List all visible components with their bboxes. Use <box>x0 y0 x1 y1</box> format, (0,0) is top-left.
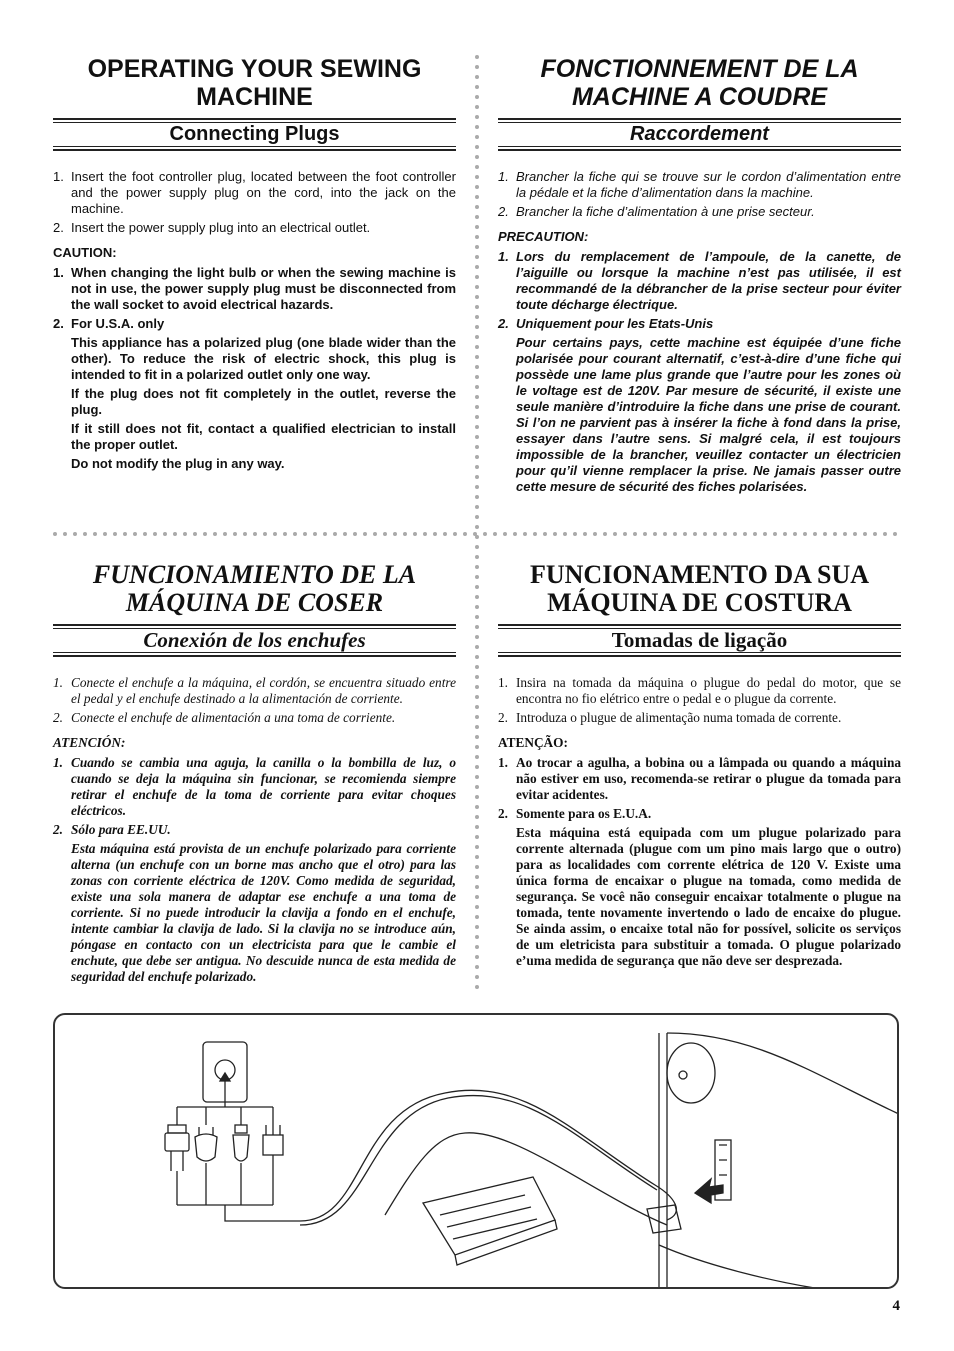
divider-dot <box>475 925 479 929</box>
divider-dot <box>893 532 897 536</box>
divider-dot <box>223 532 227 536</box>
item-text: Lors du remplacement de l’ampoule, de la canette, de l’aiguille ou lorsque la machine n’est pas utilisée, il est recommandé de la débrancher de la prise secteur pour éviter toute décharge électrique. <box>516 249 901 312</box>
divider-dot <box>463 532 467 536</box>
list-item <box>498 169 901 201</box>
divider-dot <box>475 895 479 899</box>
divider-dot <box>475 595 479 599</box>
steps-list <box>498 169 901 220</box>
divider-dot <box>475 285 479 289</box>
caution-list <box>498 249 901 332</box>
item-number: 2. <box>53 316 64 331</box>
list-item <box>53 755 456 819</box>
steps-list <box>53 675 456 726</box>
list-item <box>498 204 901 220</box>
divider-dot <box>103 532 107 536</box>
section-subtitle: Connecting Plugs <box>169 123 340 145</box>
divider-dot <box>803 532 807 536</box>
item-number: 2. <box>498 710 508 725</box>
divider-dot <box>475 565 479 569</box>
divider-dot <box>863 532 867 536</box>
divider-dot <box>475 645 479 649</box>
section-title: FUNCIONAMENTO DA SUA MÁQUINA DE COSTURA <box>530 560 869 617</box>
divider-dot <box>475 405 479 409</box>
divider-dot <box>53 532 57 536</box>
divider-dot <box>475 115 479 119</box>
divider-dot <box>475 815 479 819</box>
divider-dot <box>373 532 377 536</box>
divider-dot <box>475 495 479 499</box>
divider-dot <box>475 585 479 589</box>
item-text: Uniquement pour les Etats-Unis <box>516 316 714 331</box>
plug-type-b-icon <box>195 1127 217 1193</box>
divider-dot <box>123 532 127 536</box>
divider-dot <box>475 835 479 839</box>
divider-dot <box>763 532 767 536</box>
divider-dot <box>475 95 479 99</box>
divider-dot <box>603 532 607 536</box>
divider-dot <box>475 135 479 139</box>
divider-dot <box>213 532 217 536</box>
divider-dot <box>475 455 479 459</box>
divider-dot <box>475 425 479 429</box>
horizontal-divider <box>53 531 900 537</box>
list-item <box>53 675 456 707</box>
divider-dot <box>193 532 197 536</box>
divider-dot <box>503 532 507 536</box>
section-spanish <box>53 561 456 985</box>
divider-dot <box>573 532 577 536</box>
section-title: FONCTIONNEMENT DE LA MACHINE A COUDRE <box>540 55 859 111</box>
divider-dot <box>93 532 97 536</box>
caution-list <box>53 265 456 332</box>
divider-dot <box>475 235 479 239</box>
divider-dot <box>475 185 479 189</box>
divider-dot <box>475 525 479 529</box>
divider-dot <box>475 175 479 179</box>
divider-dot <box>333 532 337 536</box>
divider-dot <box>873 532 877 536</box>
item-number: 2. <box>498 806 508 821</box>
divider-dot <box>183 532 187 536</box>
divider-dot <box>693 532 697 536</box>
divider-dot <box>475 705 479 709</box>
caution-paragraph: This appliance has a polarized plug (one blade wider than the other). To reduce the risk of electric shock, this plug is intended to fit in a polarized outlet only one way. <box>71 335 456 382</box>
divider-dot <box>643 532 647 536</box>
divider-dot <box>475 385 479 389</box>
list-item <box>498 806 901 822</box>
divider-dot <box>563 532 567 536</box>
section-title: FUNCIONAMIENTO DE LA MÁQUINA DE COSER <box>92 560 417 617</box>
caution-paragraph: If it still does not fit, contact a qualified electrician to install the proper outlet. <box>71 421 456 452</box>
item-text: Insert the foot controller plug, located between the foot controller and the power supply plug on the cord, into the jack on the machine. <box>71 169 456 216</box>
divider-dot <box>303 532 307 536</box>
divider-dot <box>475 505 479 509</box>
section-body <box>498 169 901 495</box>
divider-dot <box>475 965 479 969</box>
divider-dot <box>475 545 479 549</box>
divider-dot <box>713 532 717 536</box>
divider-dot <box>843 532 847 536</box>
caution-paragraph: Do not modify the plug in any way. <box>71 456 285 471</box>
section-subtitle: Tomadas de ligação <box>611 628 788 652</box>
divider-dot <box>353 532 357 536</box>
divider-dot <box>475 625 479 629</box>
divider-dot <box>475 365 479 369</box>
divider-dot <box>273 532 277 536</box>
divider-dot <box>793 532 797 536</box>
section-subtitle: Conexión de los enchufes <box>143 628 366 652</box>
list-item <box>498 710 901 726</box>
item-text: Cuando se cambia una aguja, la canilla o la bombilla de luz, o cuando se deja la máquina sin funcionar, se recomienda siempre retirar el enchufe de la toma de corriente para evitar choques eléctricos. <box>71 755 456 818</box>
caution-title: CAUTION: <box>53 245 117 260</box>
divider-dot <box>475 985 479 989</box>
divider-dot <box>475 305 479 309</box>
divider-dot <box>833 532 837 536</box>
divider-dot <box>475 635 479 639</box>
divider-dot <box>475 955 479 959</box>
divider-dot <box>703 532 707 536</box>
divider-dot <box>253 532 257 536</box>
item-number: 2. <box>53 822 63 837</box>
divider-dot <box>475 935 479 939</box>
item-number: 1. <box>498 249 509 264</box>
divider-dot <box>883 532 887 536</box>
divider-dot <box>475 105 479 109</box>
divider-dot <box>413 532 417 536</box>
divider-dot <box>173 532 177 536</box>
divider-dot <box>475 315 479 319</box>
divider-dot <box>475 145 479 149</box>
list-item <box>498 675 901 707</box>
item-number: 1. <box>53 169 64 184</box>
divider-dot <box>475 605 479 609</box>
divider-dot <box>113 532 117 536</box>
list-item <box>53 220 456 236</box>
plug-type-d-icon <box>263 1125 283 1193</box>
subtitle-bar <box>498 624 901 657</box>
steps-list <box>498 675 901 726</box>
caution-paragraph: Esta máquina está provista de un enchufe polarizado para corriente alterna (un enchufe con un borne mas ancho que el otro) para las zonas con corriente eléctrica de 120V. Como medida de seguridad, existe una sola manera de adaptar ese enchufe a una toma de corriente. Si no puede introducir la clavija a fondo en el enchufe, intente cambiar la clavija de lado. Si la clavija no se introduce aún, póngase en contacto con un electricista para que le cambie el enchute, que debe ser antigua. No descuide nunca de esta medida de seguridad del enchufe polarizado. <box>71 841 456 984</box>
divider-dot <box>583 532 587 536</box>
section-english <box>53 55 456 472</box>
item-text: Somente para os E.U.A. <box>516 806 652 821</box>
divider-dot <box>143 532 147 536</box>
divider-dot <box>73 532 77 536</box>
divider-dot <box>263 532 267 536</box>
caution-paragraph: Pour certains pays, cette machine est équipée d’une fiche polarisée pour courant alternatif, c’est-à-dire d’une fiche qui possède une lame plus grande que l’autre pour les zones où le voltage est de 120V. Par mesure de sécurité, il existe une seule manière d’introduire la fiche dans une prise de courant. Si l’on ne parvient pas à insérer la fiche à fond dans la prise, essayer dans l’autre sens. Si malgré cela, il est toujours impossible de la brancher, veuillez contacter un électricien pour qu’il vienne remplacer la prise. Ne jamais passer outre cette mesure de sécurité des fiches polarisées. <box>516 335 901 494</box>
divider-dot <box>293 532 297 536</box>
divider-dot <box>283 532 287 536</box>
item-text: Brancher la fiche d’alimentation à une prise secteur. <box>516 204 815 219</box>
divider-dot <box>475 225 479 229</box>
caution-title: ATENÇÃO: <box>498 735 568 750</box>
item-number: 1. <box>498 169 509 184</box>
divider-dot <box>653 532 657 536</box>
divider-dot <box>475 845 479 849</box>
divider-dot <box>313 532 317 536</box>
divider-dot <box>153 532 157 536</box>
divider-dot <box>475 885 479 889</box>
list-item <box>498 249 901 313</box>
item-number: 2. <box>53 710 63 725</box>
caution-paragraph: If the plug does not fit completely in the outlet, reverse the plug. <box>71 386 456 417</box>
divider-dot <box>475 165 479 169</box>
divider-dot <box>723 532 727 536</box>
list-item <box>498 316 901 332</box>
divider-dot <box>475 715 479 719</box>
divider-dot <box>673 532 677 536</box>
list-item <box>53 265 456 313</box>
caution-title: ATENCIÓN: <box>53 735 126 750</box>
item-text: Insert the power supply plug into an electrical outlet. <box>71 220 371 235</box>
divider-dot <box>475 555 479 559</box>
connection-diagram <box>55 1015 899 1289</box>
divider-dot <box>475 195 479 199</box>
divider-dot <box>475 945 479 949</box>
divider-dot <box>475 785 479 789</box>
divider-dot <box>63 532 67 536</box>
divider-dot <box>523 532 527 536</box>
item-text: Sólo para EE.UU. <box>71 822 171 837</box>
divider-dot <box>475 55 479 59</box>
divider-dot <box>533 532 537 536</box>
divider-dot <box>343 532 347 536</box>
section-body <box>498 675 901 969</box>
divider-dot <box>475 345 479 349</box>
item-text: Insira na tomada da máquina o plugue do pedal do motor, que se encontra no fio elétrico entre o pedal e o plugue da corrente. <box>516 675 901 706</box>
section-subtitle: Raccordement <box>630 123 769 145</box>
divider-dot <box>663 532 667 536</box>
divider-dot <box>475 275 479 279</box>
divider-dot <box>475 475 479 479</box>
divider-dot <box>823 532 827 536</box>
divider-dot <box>383 532 387 536</box>
divider-dot <box>475 415 479 419</box>
divider-dot <box>733 532 737 536</box>
page-number: 4 <box>892 1298 900 1314</box>
divider-dot <box>233 532 237 536</box>
divider-dot <box>613 532 617 536</box>
divider-dot <box>473 532 477 536</box>
divider-dot <box>423 532 427 536</box>
divider-dot <box>773 532 777 536</box>
divider-dot <box>475 245 479 249</box>
subtitle-bar <box>53 624 456 657</box>
divider-dot <box>475 675 479 679</box>
subtitle-bar <box>498 118 901 151</box>
item-number: 1. <box>53 265 64 280</box>
divider-dot <box>475 435 479 439</box>
item-text: For U.S.A. only <box>71 316 165 331</box>
divider-dot <box>813 532 817 536</box>
item-number: 1. <box>498 675 508 690</box>
divider-dot <box>475 975 479 979</box>
divider-dot <box>403 532 407 536</box>
caution-paragraph: Esta máquina está equipada com um plugue polarizado para corrente alternada (plugue com um pino mais largo que o outro) para as localidades com corrente elétrica de 120 V. Existe uma única forma de encaixar o plugue na tomada, como medida de segurança. Se você não conseguir encaixar totalmente o plugue na tomada, tente novamente invertendo o lado de encaixe do plugue. Se ainda assim, o encaixe total não for possível, solicite os serviços de um eletricista para substituir a tomada. O plugue polarizado e’uma medida de segurança que não deve ser desprezada. <box>516 825 901 968</box>
divider-dot <box>163 532 167 536</box>
divider-dot <box>475 695 479 699</box>
caution-list <box>498 755 901 822</box>
divider-dot <box>493 532 497 536</box>
divider-dot <box>475 735 479 739</box>
item-text: Ao trocar a agulha, a bobina ou a lâmpada ou quando a máquina não estiver em uso, recomenda-se retirar o plugue da tomada para evitar acidentes. <box>516 755 901 802</box>
divider-dot <box>475 575 479 579</box>
divider-dot <box>475 325 479 329</box>
item-text: Brancher la fiche qui se trouve sur le cordon d’alimentation entre la pédale et la fiche d’alimentation dans la machine. <box>516 169 901 200</box>
divider-dot <box>475 215 479 219</box>
divider-dot <box>475 155 479 159</box>
divider-dot <box>475 375 479 379</box>
divider-dot <box>475 825 479 829</box>
divider-dot <box>475 355 479 359</box>
divider-dot <box>853 532 857 536</box>
divider-dot <box>475 295 479 299</box>
divider-dot <box>133 532 137 536</box>
item-number: 1. <box>53 755 63 770</box>
divider-dot <box>475 445 479 449</box>
divider-dot <box>783 532 787 536</box>
divider-dot <box>553 532 557 536</box>
item-text: Conecte el enchufe a la máquina, el cordón, se encuentra situado entre el pedal y el enchufe destinado a la alimentación de corriente. <box>71 675 456 706</box>
divider-dot <box>475 665 479 669</box>
section-portuguese <box>498 561 901 969</box>
divider-dot <box>393 532 397 536</box>
list-item <box>53 316 456 332</box>
divider-dot <box>475 515 479 519</box>
divider-dot <box>443 532 447 536</box>
divider-dot <box>475 915 479 919</box>
sewing-machine-icon <box>647 1033 899 1289</box>
divider-dot <box>623 532 627 536</box>
list-item <box>53 710 456 726</box>
divider-dot <box>475 905 479 909</box>
item-text: Conecte el enchufe de alimentación a una toma de corriente. <box>71 710 396 725</box>
steps-list <box>53 169 456 236</box>
divider-dot <box>543 532 547 536</box>
divider-dot <box>475 765 479 769</box>
divider-dot <box>475 85 479 89</box>
divider-dot <box>475 805 479 809</box>
divider-dot <box>475 725 479 729</box>
divider-dot <box>753 532 757 536</box>
plug-connection-illustration <box>53 1013 899 1289</box>
item-number: 1. <box>498 755 508 770</box>
divider-dot <box>203 532 207 536</box>
divider-dot <box>475 745 479 749</box>
divider-dot <box>475 655 479 659</box>
item-number: 1. <box>53 675 63 690</box>
item-text: When changing the light bulb or when the sewing machine is not in use, the power supply plug must be disconnected from the wall socket to avoid electrical hazards. <box>71 265 456 312</box>
vertical-divider <box>474 55 480 990</box>
section-french <box>498 55 901 495</box>
divider-dot <box>513 532 517 536</box>
foot-controller-icon <box>423 1177 557 1265</box>
divider-dot <box>633 532 637 536</box>
divider-dot <box>683 532 687 536</box>
divider-dot <box>475 865 479 869</box>
divider-dot <box>83 532 87 536</box>
divider-dot <box>323 532 327 536</box>
divider-dot <box>475 205 479 209</box>
subtitle-bar <box>53 118 456 151</box>
list-item <box>53 822 456 838</box>
item-number: 2. <box>498 204 509 219</box>
item-number: 2. <box>53 220 64 235</box>
divider-dot <box>475 75 479 79</box>
divider-dot <box>475 125 479 129</box>
plug-type-c-icon <box>233 1125 249 1193</box>
divider-dot <box>475 755 479 759</box>
divider-dot <box>475 65 479 69</box>
divider-dot <box>475 855 479 859</box>
divider-dot <box>475 485 479 489</box>
divider-dot <box>483 532 487 536</box>
item-text: Introduza o plugue de alimentação numa tomada de corrente. <box>516 710 842 725</box>
divider-dot <box>475 795 479 799</box>
divider-dot <box>475 395 479 399</box>
divider-dot <box>475 255 479 259</box>
caution-list <box>53 755 456 838</box>
divider-dot <box>475 875 479 879</box>
caution-title: PRECAUTION: <box>498 229 589 244</box>
divider-dot <box>433 532 437 536</box>
item-number: 2. <box>498 316 509 331</box>
section-title: OPERATING YOUR SEWING MACHINE <box>87 55 422 111</box>
divider-dot <box>743 532 747 536</box>
divider-dot <box>475 775 479 779</box>
divider-dot <box>453 532 457 536</box>
divider-dot <box>475 335 479 339</box>
list-item <box>53 169 456 217</box>
divider-dot <box>593 532 597 536</box>
divider-dot <box>475 685 479 689</box>
section-body <box>53 675 456 985</box>
section-body <box>53 169 456 472</box>
divider-dot <box>475 465 479 469</box>
plug-type-a-icon <box>165 1125 189 1193</box>
divider-dot <box>475 615 479 619</box>
divider-dot <box>475 265 479 269</box>
divider-dot <box>363 532 367 536</box>
list-item <box>498 755 901 803</box>
divider-dot <box>243 532 247 536</box>
